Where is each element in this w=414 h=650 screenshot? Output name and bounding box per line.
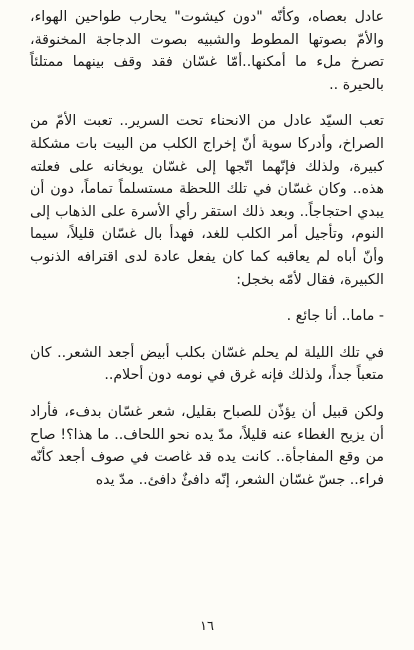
paragraph-2: تعب السيّد عادل من الانحناء تحت السرير.. تعبت الأمّ من الصراخ، وأدركا سوية أنّ إخراج الكلب من البيت بات مشكلة كبيرة، ولذلك فإنّهما اتّجها إلى غسّان يوبخانه على فعلته هذه.. وكان غسّان في تلك اللحظة مستسلماً تماماً، دون أن يبدي احتجاجاً.. وبعد ذلك استقر رأي الأسرة على الذهاب إلى النوم، وتأجيل أمر الكلب للغد، فهدأ بال غسّان قليلاً، سيما وأنّ أباه لم يعاقبه كما كان يفعل عادة لدى اقترافه الذنوب الكبيرة، فقال لأمّه بخجل: — [30, 113, 384, 288]
paragraph-4: ولكن قبيل أن يؤذّن للصباح بقليل، شعر غسّان بدفء، فأراد أن يزيح الغطاء عنه قليلاً، مدّ يده نحو اللحاف.. ما هذا؟! صاح من وقع المفاجأة.. كانت يده قد غاصت في صوف أجعد كأنّه فراء.. جسّ غسّان الشعر، إنّه دافئٌ دافئ.. مدّ يده — [30, 403, 384, 488]
body-text — [30, 6, 384, 491]
dialogue-line: - ماما.. أنا جائع . — [286, 308, 384, 325]
paragraph-1: عادل بعصاه، وكأنّه "دون كيشوت" يحارب طواحين الهواء، والأمّ بصوتها المطوط والشبيه بصوت الدجاجة المخنوقة، تصرخ ملء ما أمكنها..أمّا غسّان فقد وقف بينهما ممتلئاً بالحيرة .. — [30, 9, 384, 93]
page-number: ١٦ — [200, 619, 214, 634]
paragraph-3: في تلك الليلة لم يحلم غسّان بكلب أبيض أجعد الشعر.. كان متعباً جداً، ولذلك فإنه غرق في نومه دون أحلام.. — [30, 344, 384, 384]
